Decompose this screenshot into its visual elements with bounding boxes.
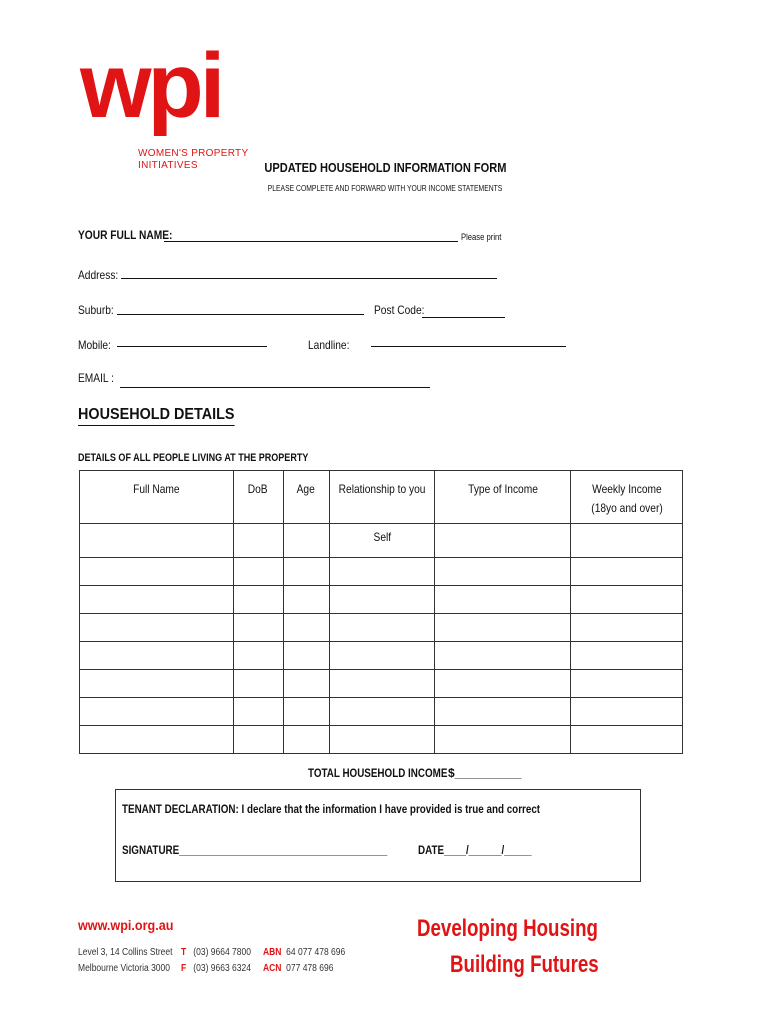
fax-number: (03) 9663 6324 bbox=[193, 963, 251, 974]
table-cell[interactable] bbox=[571, 586, 683, 614]
total-household-income-field[interactable]: $__________ bbox=[448, 766, 522, 780]
table-row bbox=[80, 698, 683, 726]
email-field[interactable] bbox=[120, 387, 430, 388]
table-cell[interactable] bbox=[80, 726, 234, 754]
table-cell[interactable] bbox=[329, 586, 435, 614]
table-cell[interactable] bbox=[571, 614, 683, 642]
table-cell[interactable] bbox=[435, 558, 571, 586]
table-cell[interactable] bbox=[233, 642, 283, 670]
table-cell[interactable] bbox=[283, 726, 329, 754]
table-cell[interactable] bbox=[283, 614, 329, 642]
form-subtitle: PLEASE COMPLETE AND FORWARD WITH YOUR INCOME STATEMENTS bbox=[267, 184, 503, 193]
table-cell[interactable] bbox=[80, 558, 234, 586]
table-cell[interactable] bbox=[80, 698, 234, 726]
table-row bbox=[80, 586, 683, 614]
household-subheading: DETAILS OF ALL PEOPLE LIVING AT THE PROPERTY bbox=[78, 452, 309, 464]
table-cell[interactable] bbox=[283, 642, 329, 670]
table-cell[interactable] bbox=[435, 642, 571, 670]
household-heading: HOUSEHOLD DETAILS bbox=[78, 406, 235, 426]
table-cell[interactable] bbox=[283, 670, 329, 698]
column-header: Age bbox=[283, 471, 329, 524]
table-row bbox=[80, 670, 683, 698]
table-cell[interactable] bbox=[571, 558, 683, 586]
slogan-line1: Developing Housing bbox=[417, 915, 598, 942]
post-code-field[interactable] bbox=[422, 317, 505, 318]
table-row bbox=[80, 642, 683, 670]
table-cell[interactable] bbox=[283, 558, 329, 586]
email-label: EMAIL : bbox=[78, 371, 114, 385]
table-cell[interactable] bbox=[329, 558, 435, 586]
table-cell[interactable] bbox=[283, 698, 329, 726]
address-line1: Level 3, 14 Collins Street bbox=[78, 947, 173, 958]
table-row bbox=[80, 614, 683, 642]
table-cell[interactable] bbox=[80, 586, 234, 614]
landline-field[interactable] bbox=[371, 346, 566, 347]
table-cell[interactable] bbox=[283, 586, 329, 614]
table-cell[interactable] bbox=[233, 558, 283, 586]
full-name-field[interactable] bbox=[164, 241, 458, 242]
table-cell[interactable] bbox=[571, 698, 683, 726]
acn-number: 077 478 696 bbox=[286, 963, 334, 974]
table-cell[interactable]: Self bbox=[329, 524, 435, 558]
column-header: Relationship to you bbox=[329, 471, 435, 524]
table-cell[interactable] bbox=[80, 670, 234, 698]
logo-mark: wpi bbox=[80, 35, 222, 137]
acn-line bbox=[263, 963, 333, 974]
table-row bbox=[80, 558, 683, 586]
declaration-text: TENANT DECLARATION: I declare that the information I have provided is true and correct bbox=[122, 802, 541, 816]
signature-field[interactable]: SIGNATURE______________________________________ bbox=[122, 843, 388, 857]
table-cell[interactable] bbox=[329, 670, 435, 698]
table-cell[interactable] bbox=[233, 726, 283, 754]
suburb-label: Suburb: bbox=[78, 303, 114, 317]
logo-tagline-line1: WOMEN'S PROPERTY bbox=[138, 148, 249, 159]
table-cell[interactable] bbox=[571, 726, 683, 754]
column-header: Full Name bbox=[80, 471, 234, 524]
abn-number: 64 077 478 696 bbox=[286, 947, 346, 958]
column-header: Type of Income bbox=[435, 471, 571, 524]
logo-tagline-line2: INITIATIVES bbox=[138, 160, 198, 171]
table-cell[interactable] bbox=[233, 524, 283, 558]
address-label: Address: bbox=[78, 268, 119, 282]
total-household-income-label: TOTAL HOUSEHOLD INCOME bbox=[308, 766, 448, 780]
fax-line bbox=[181, 963, 251, 974]
table-cell[interactable] bbox=[435, 586, 571, 614]
mobile-label: Mobile: bbox=[78, 338, 111, 352]
landline-label: Landline: bbox=[308, 338, 350, 352]
form-title: UPDATED HOUSEHOLD INFORMATION FORM bbox=[263, 160, 507, 175]
full-name-label: YOUR FULL NAME: bbox=[78, 228, 173, 242]
table-cell[interactable] bbox=[571, 642, 683, 670]
phone-prefix: T bbox=[181, 947, 187, 958]
table-header-row bbox=[80, 471, 683, 524]
website-link[interactable]: www.wpi.org.au bbox=[78, 917, 174, 933]
household-table bbox=[79, 470, 683, 754]
table-cell[interactable] bbox=[233, 614, 283, 642]
fax-prefix: F bbox=[181, 963, 187, 974]
suburb-field[interactable] bbox=[117, 314, 364, 315]
table-cell[interactable] bbox=[233, 698, 283, 726]
table-cell[interactable] bbox=[233, 586, 283, 614]
abn-prefix: ABN bbox=[263, 947, 282, 958]
table-cell[interactable] bbox=[283, 524, 329, 558]
table-cell[interactable] bbox=[435, 726, 571, 754]
column-header: Weekly Income (18yo and over) bbox=[571, 471, 683, 524]
phone-line bbox=[181, 947, 251, 958]
table-cell[interactable] bbox=[80, 614, 234, 642]
full-name-hint: Please print bbox=[461, 232, 502, 242]
column-header: DoB bbox=[233, 471, 283, 524]
table-cell[interactable] bbox=[80, 524, 234, 558]
table-cell[interactable] bbox=[435, 670, 571, 698]
table-cell[interactable] bbox=[435, 614, 571, 642]
date-field[interactable]: DATE____/______/_____ bbox=[418, 843, 532, 857]
table-row bbox=[80, 726, 683, 754]
table-cell[interactable] bbox=[571, 670, 683, 698]
wpi-logo bbox=[80, 35, 222, 137]
table-row bbox=[80, 524, 683, 558]
address-line2: Melbourne Victoria 3000 bbox=[78, 963, 170, 974]
table-cell[interactable] bbox=[80, 642, 234, 670]
table-cell[interactable] bbox=[329, 698, 435, 726]
post-code-label: Post Code: bbox=[374, 303, 425, 317]
table-cell[interactable] bbox=[329, 726, 435, 754]
phone-number: (03) 9664 7800 bbox=[193, 947, 251, 958]
table-cell[interactable] bbox=[571, 524, 683, 558]
slogan-line2: Building Futures bbox=[450, 951, 599, 978]
abn-line bbox=[263, 947, 345, 958]
table-cell[interactable] bbox=[329, 614, 435, 642]
address-field[interactable] bbox=[121, 278, 497, 279]
acn-prefix: ACN bbox=[263, 963, 282, 974]
table-cell[interactable] bbox=[435, 698, 571, 726]
table-cell[interactable] bbox=[329, 642, 435, 670]
table-cell[interactable] bbox=[435, 524, 571, 558]
table-cell[interactable] bbox=[233, 670, 283, 698]
mobile-field[interactable] bbox=[117, 346, 267, 347]
